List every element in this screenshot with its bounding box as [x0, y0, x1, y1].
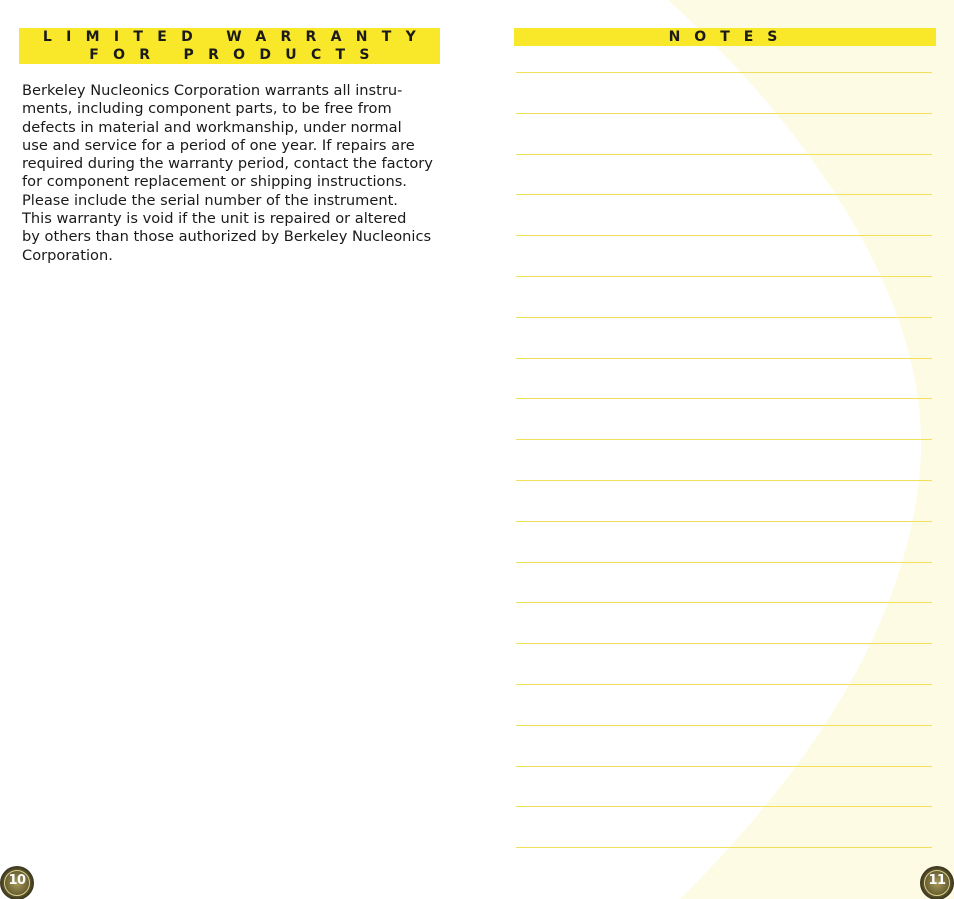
note-line [516, 113, 932, 114]
note-line [516, 806, 932, 807]
note-line [516, 684, 932, 685]
note-line [516, 480, 932, 481]
page-number-right: 11 [928, 873, 946, 888]
note-line [516, 72, 932, 73]
warranty-text [22, 82, 447, 265]
note-line [516, 398, 932, 399]
warranty-text-line: Berkeley Nucleonics Corporation warrants all instru- [22, 82, 403, 99]
note-line [516, 154, 932, 155]
warranty-text-line: defects in material and workmanship, under normal [22, 118, 402, 136]
warranty-text-line: Please include the serial number of the instrument. [22, 191, 398, 209]
warranty-text-line: required during the warranty period, contact the factory [22, 155, 433, 173]
warranty-heading-line2: FOR PRODUCTS [89, 47, 384, 63]
page-number-badge-right [920, 866, 954, 899]
warranty-text-line: ments, including component parts, to be free from [22, 100, 392, 118]
note-line [516, 725, 932, 726]
warranty-text-line: for component replacement or shipping instructions. [22, 173, 407, 191]
warranty-text-line: use and service for a period of one year. If repairs are [22, 136, 415, 154]
warranty-text-line: Corporation. [22, 246, 113, 264]
note-line [516, 317, 932, 318]
page-number-left: 10 [8, 873, 26, 888]
note-line [516, 276, 932, 277]
warranty-heading-line1: LIMITED WARRANTY [42, 29, 431, 45]
note-line [516, 194, 932, 195]
notes-heading: NOTES [514, 28, 936, 46]
note-line [516, 766, 932, 767]
note-line [516, 235, 932, 236]
note-line [516, 439, 932, 440]
warranty-text-line: by others than those authorized by Berkeley Nucleonics [22, 228, 432, 246]
page-number-badge-left [0, 866, 34, 899]
warranty-heading [19, 28, 440, 64]
warranty-text-line: This warranty is void if the unit is repaired or altered [22, 210, 407, 228]
note-line [516, 847, 932, 848]
note-line [516, 562, 932, 563]
note-line [516, 521, 932, 522]
note-line [516, 602, 932, 603]
note-line [516, 643, 932, 644]
note-line [516, 358, 932, 359]
